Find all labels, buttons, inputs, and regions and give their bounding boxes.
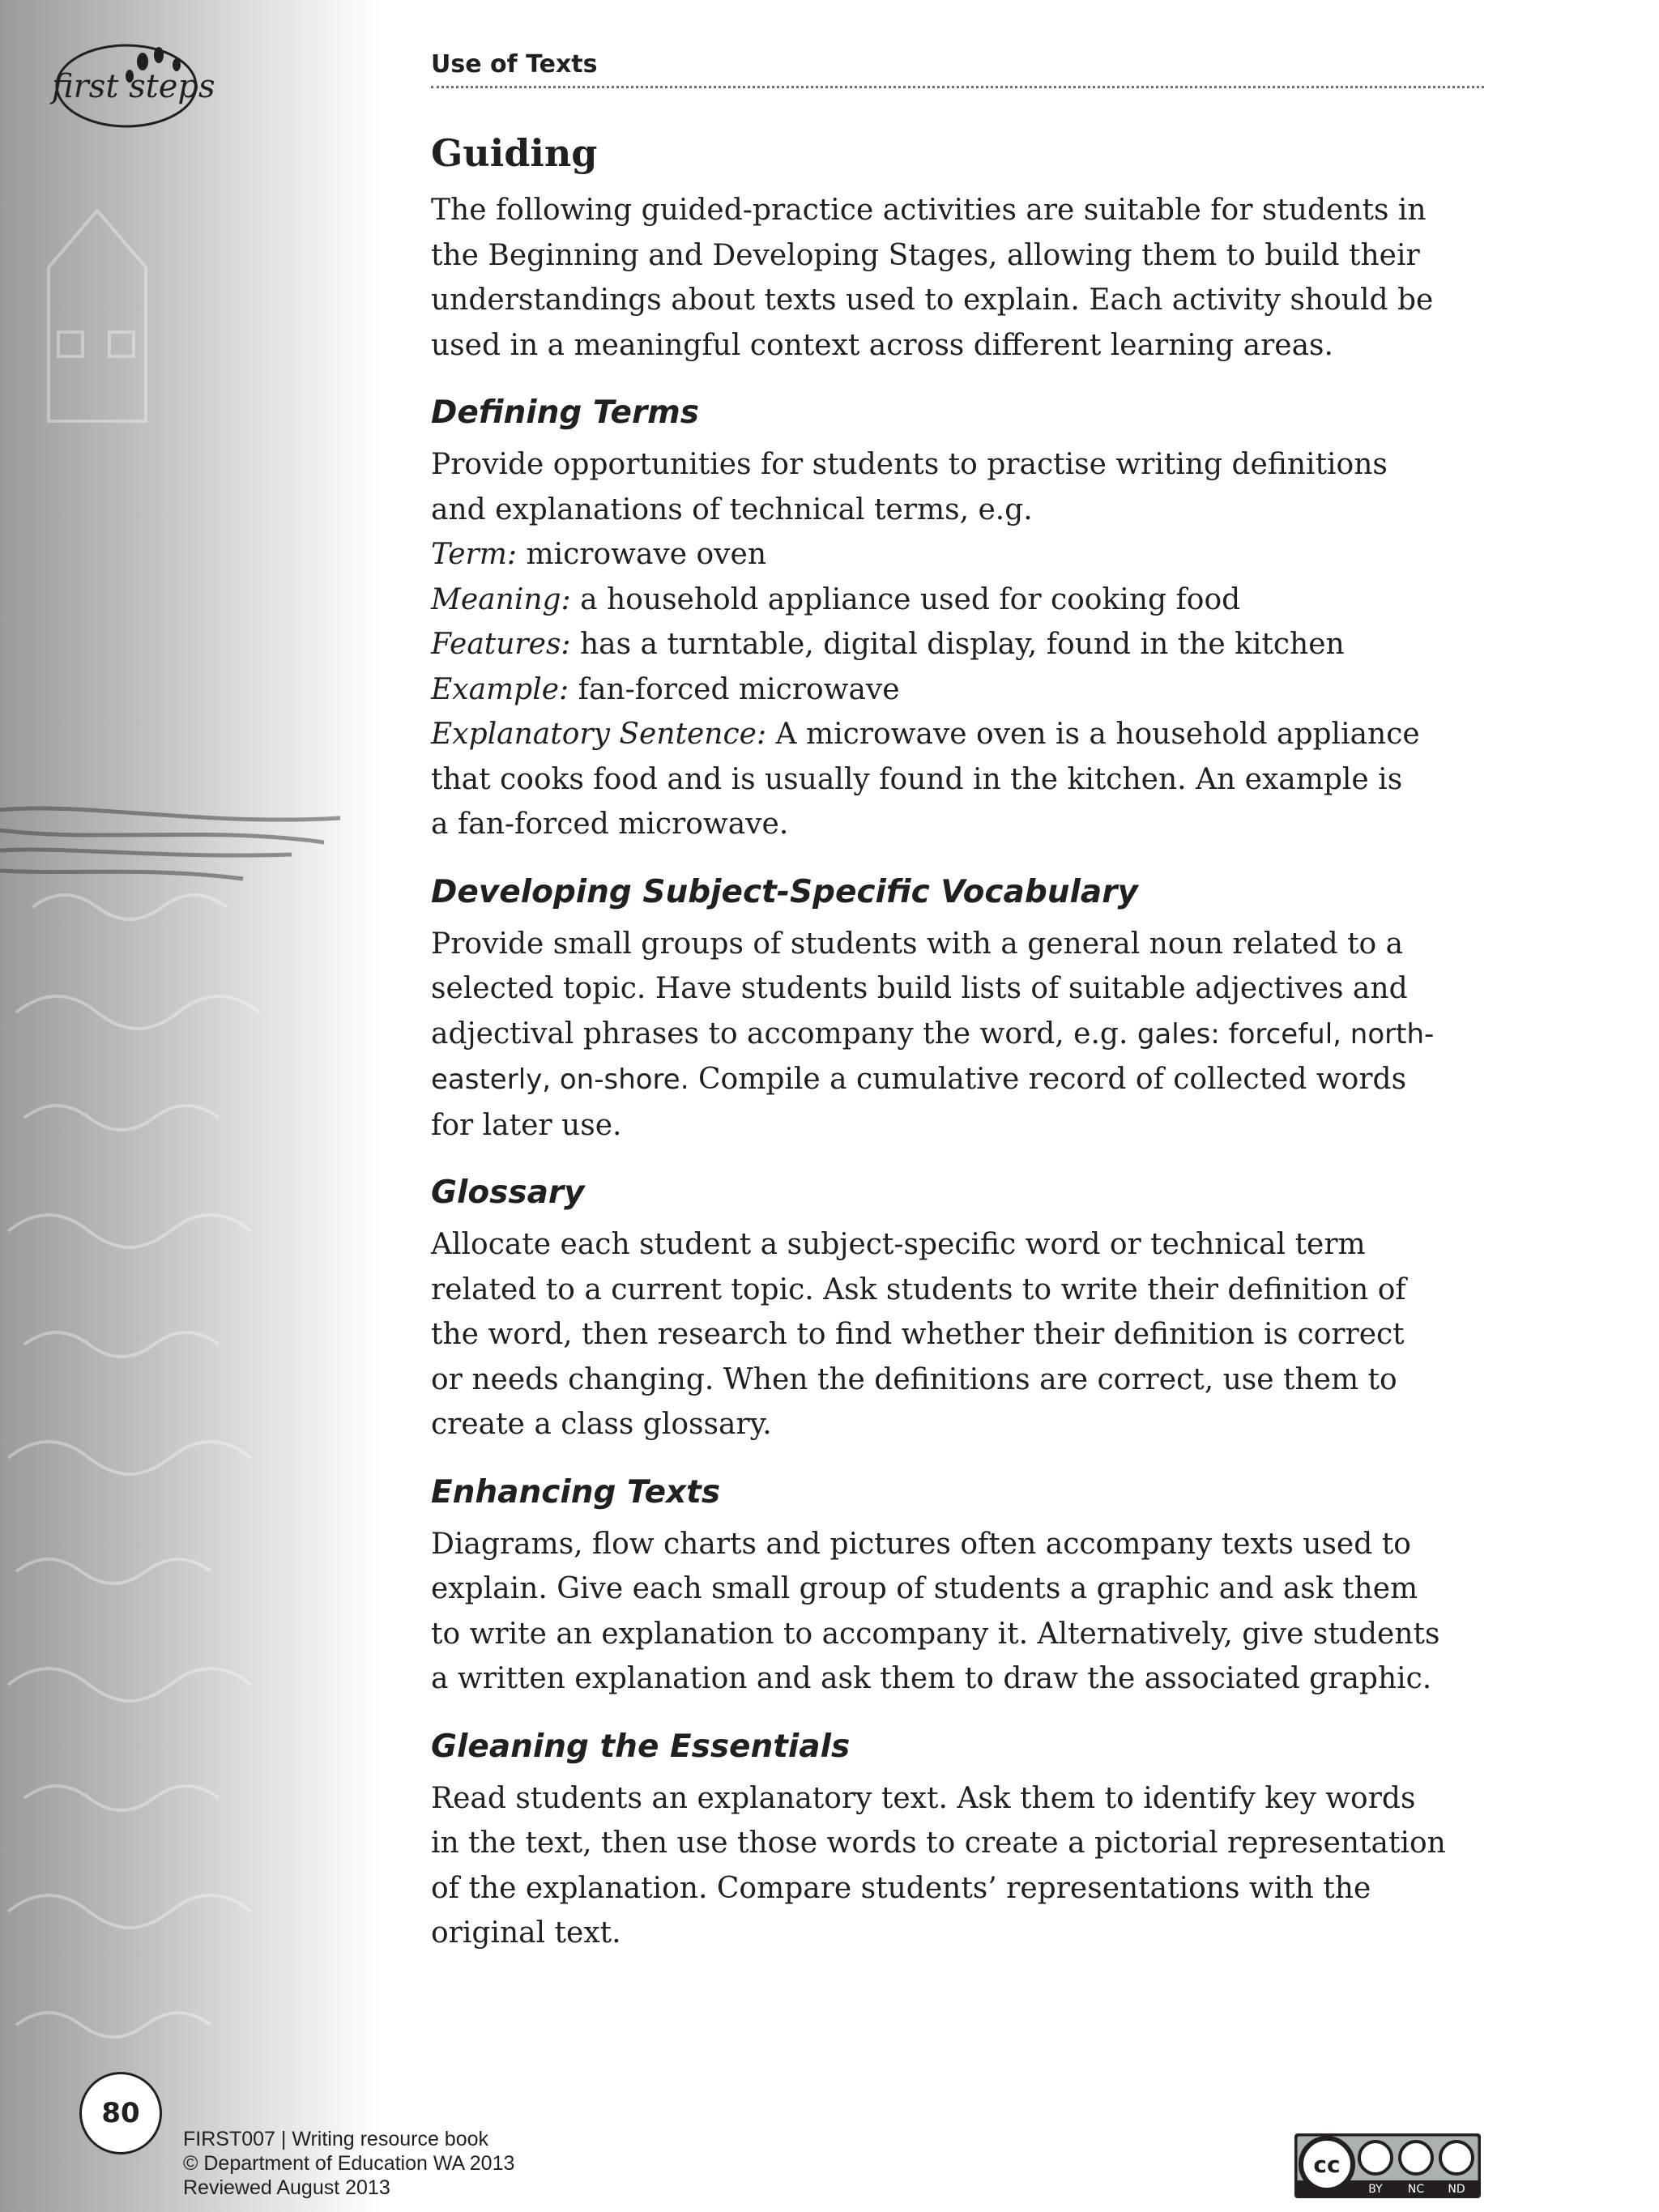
text-line: the Beginning and Developing Stages, allowing them to build their bbox=[431, 238, 1420, 272]
text-line bbox=[431, 1012, 1484, 1058]
text-line bbox=[431, 1057, 1484, 1103]
footer-line: Reviewed August 2013 bbox=[183, 2176, 390, 2199]
glossary-paragraph bbox=[431, 1222, 1484, 1447]
text-line: and explanations of technical terms, e.g. bbox=[431, 492, 1033, 526]
vocabulary-paragraph bbox=[431, 922, 1484, 1149]
meaning-label: Meaning: bbox=[431, 582, 571, 616]
text-line: create a class glossary. bbox=[431, 1408, 772, 1441]
text-line: selected topic. Have students build lists of suitable adjectives and bbox=[431, 972, 1408, 1005]
cc-label: cc bbox=[1313, 2151, 1341, 2178]
sentence-line bbox=[431, 712, 1484, 757]
section-heading-vocabulary: Developing Subject-Specific Vocabulary bbox=[431, 873, 1138, 910]
text-line: The following guided-practice activities are suitable for students in bbox=[431, 194, 1427, 227]
section-heading-defining-terms: Defining Terms bbox=[431, 394, 700, 431]
page-number: 80 bbox=[79, 2072, 162, 2154]
text-line: of the explanation. Compare students’ representations with the bbox=[431, 1871, 1371, 1905]
text-line: in the text, then use those words to create a pictorial representation bbox=[431, 1826, 1446, 1860]
text-line: Allocate each student a subject-specific word or technical term bbox=[431, 1228, 1366, 1261]
by-label: BY bbox=[1368, 2183, 1383, 2196]
text-line: for later use. bbox=[431, 1108, 622, 1142]
section-heading-glossary: Glossary bbox=[431, 1174, 585, 1211]
section-header: Use of Texts bbox=[431, 50, 598, 79]
main-content bbox=[431, 126, 1484, 1956]
line-text: adjectival phrases to accompany the word, e.g. bbox=[431, 1016, 1137, 1051]
vocabulary-example: gales: forceful, north- bbox=[1137, 1017, 1435, 1051]
sentence-value: A microwave oven is a household appliance bbox=[766, 718, 1420, 751]
text-line: or needs changing. When the definitions are correct, use them to bbox=[431, 1362, 1397, 1396]
sentence-label: Explanatory Sentence: bbox=[431, 718, 767, 751]
text-line: Read students an explanatory text. Ask them to identify key words bbox=[431, 1781, 1416, 1815]
footer-line: © Department of Education WA 2013 bbox=[183, 2152, 515, 2175]
text-line: original text. bbox=[431, 1916, 621, 1950]
meaning-line bbox=[431, 578, 1484, 623]
handwriting-background-image bbox=[0, 0, 381, 2212]
footer-credits bbox=[183, 2127, 514, 2200]
cc-by-nc-nd-icon bbox=[1294, 2133, 1481, 2198]
gleaning-paragraph bbox=[431, 1776, 1484, 1956]
text-line: a written explanation and ask them to draw the associated graphic. bbox=[431, 1662, 1432, 1695]
intro-paragraph bbox=[431, 188, 1484, 368]
example-value: fan-forced microwave bbox=[569, 672, 900, 706]
footer-line: FIRST007 | Writing resource book bbox=[183, 2128, 489, 2150]
term-value: microwave oven bbox=[517, 538, 767, 571]
text-line: Diagrams, flow charts and pictures often accompany texts used to bbox=[431, 1527, 1411, 1561]
example-label: Example: bbox=[431, 672, 569, 706]
decorative-sidebar bbox=[0, 0, 381, 2212]
text-line: used in a meaningful context across different learning areas. bbox=[431, 328, 1333, 362]
section-heading-enhancing-texts: Enhancing Texts bbox=[431, 1473, 721, 1511]
term-line bbox=[431, 532, 1484, 578]
text-line: Provide small groups of students with a general noun related to a bbox=[431, 927, 1404, 961]
header-divider bbox=[431, 86, 1484, 88]
text-line: that cooks food and is usually found in the kitchen. An example is bbox=[431, 762, 1403, 796]
example-line bbox=[431, 667, 1484, 713]
line-text: Compile a cumulative record of collected words bbox=[689, 1063, 1407, 1096]
logo-text: first steps bbox=[52, 68, 215, 105]
text-line: explain. Give each small group of students a graphic and ask them bbox=[431, 1572, 1418, 1605]
vocabulary-example: easterly, on-shore. bbox=[431, 1063, 689, 1096]
text-line: to write an explanation to accompany it. Alternatively, give students bbox=[431, 1617, 1440, 1651]
text-line: Provide opportunities for students to practise writing definitions bbox=[431, 448, 1388, 481]
term-label: Term: bbox=[431, 538, 517, 571]
meaning-value: a household appliance used for cooking food bbox=[570, 582, 1241, 616]
nc-label: NC bbox=[1407, 2183, 1425, 2196]
text-line: related to a current topic. Ask students to write their definition of bbox=[431, 1272, 1406, 1306]
first-steps-logo bbox=[45, 36, 215, 133]
enhancing-paragraph bbox=[431, 1522, 1484, 1702]
nd-label: ND bbox=[1448, 2183, 1465, 2196]
text-line: the word, then research to find whether their definition is correct bbox=[431, 1318, 1405, 1351]
features-value: has a turntable, digital display, found in the kitchen bbox=[570, 628, 1345, 661]
section-heading-gleaning: Gleaning the Essentials bbox=[431, 1728, 851, 1765]
features-line bbox=[431, 622, 1484, 667]
text-line: a fan-forced microwave. bbox=[431, 808, 789, 841]
page-title: Guiding bbox=[431, 131, 598, 175]
features-label: Features: bbox=[431, 628, 571, 661]
text-line: understandings about texts used to explain. Each activity should be bbox=[431, 283, 1434, 317]
defining-terms-paragraph bbox=[431, 442, 1484, 847]
